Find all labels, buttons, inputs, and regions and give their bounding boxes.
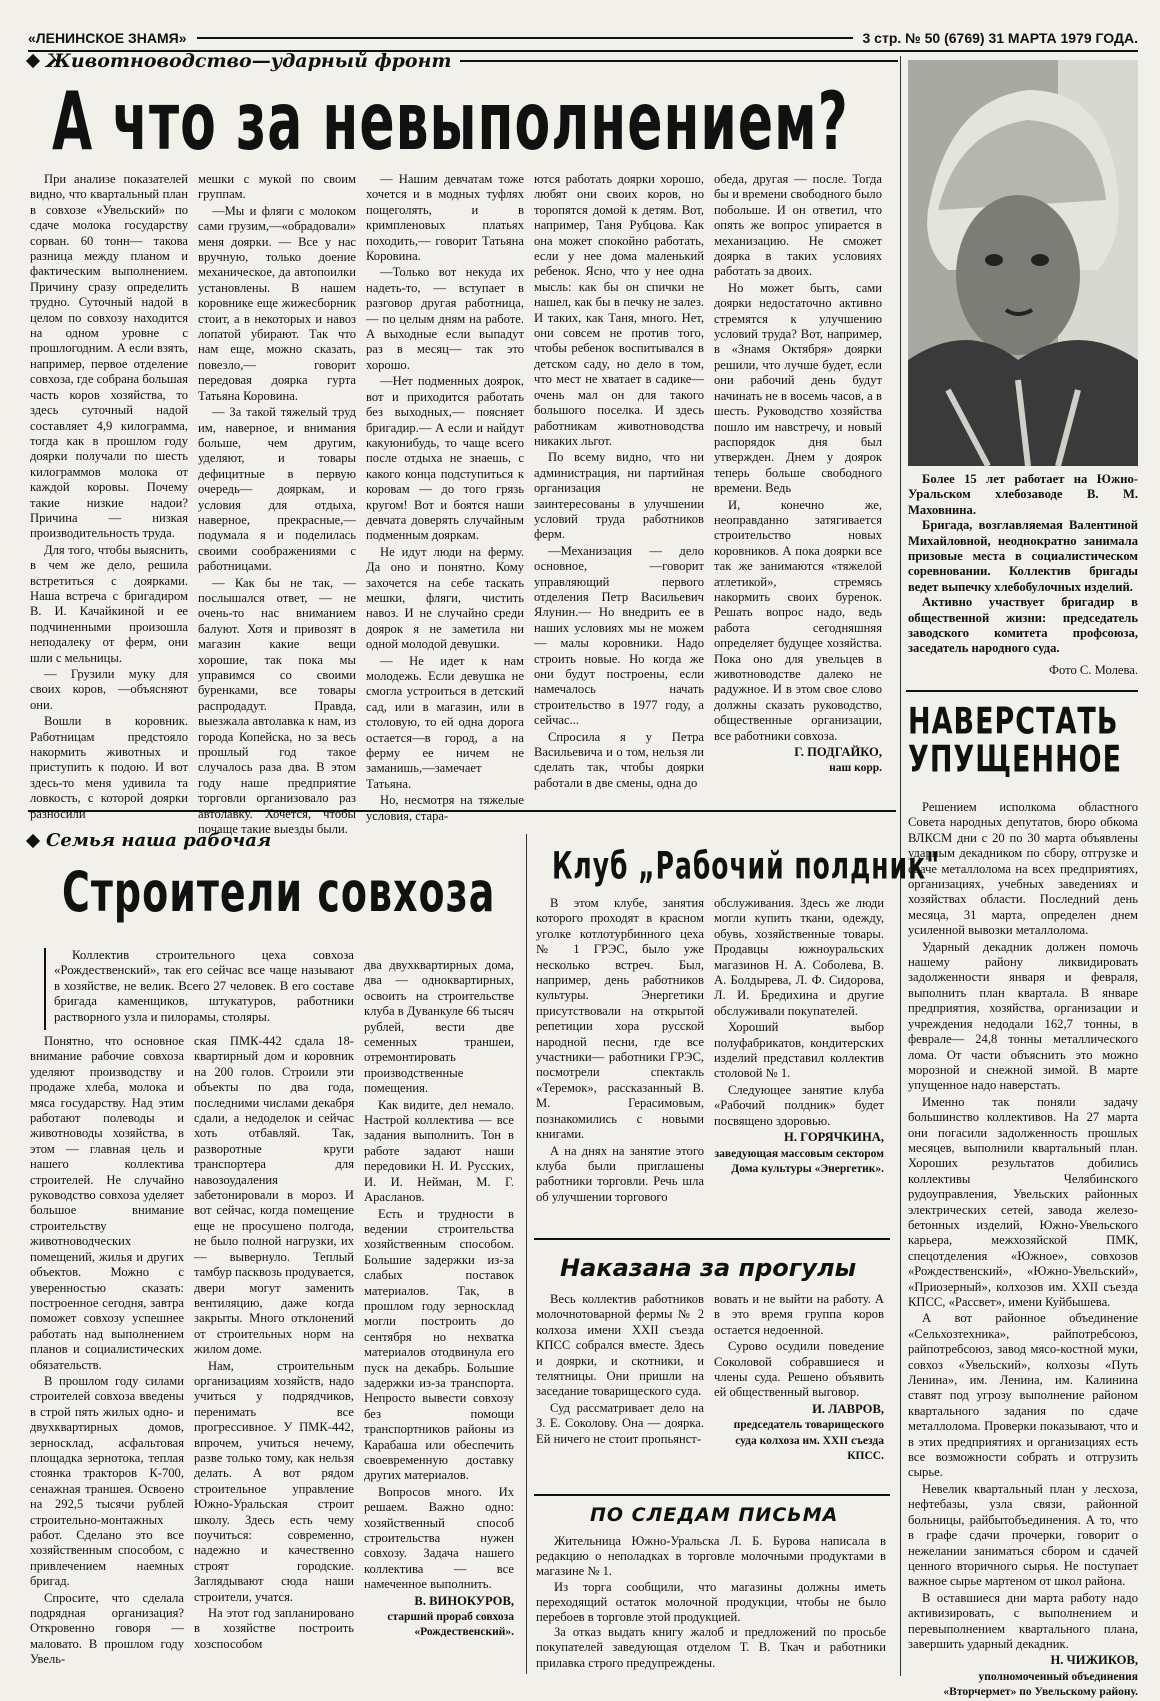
paragraph: — Не идет к нам молодежь. Если девушка не смогла устроиться в детский сад, или в магазин, или в столовую, то ей одна дорога остается—в город, а на ферму ее ничем не заманишь,—замечает Татьяна. [366,653,524,791]
paragraph: Понятно, что основное внимание рабочие совхоза уделяют производству и продаже хлеба, молока и мяса государству. Над этим работают полеводы и животноводы хозяйства, в этом — главная цель и нашего коллектива строителей. Не случайно руководство совхоза уделяет большое внимание строительству животноводческих помещений, жилья и других объектов. Можно с уверенностью сказать: построенное сегодня, завтра поможет совхозу успешнее работать над выполнением планов и социалистических обязательств. [30,1034,184,1372]
article2-body [908,800,1138,1699]
article3-col3 [364,958,514,1674]
article1-col3 [366,172,524,823]
paragraph: Решением исполкома областного Совета народных депутатов, бюро обкома ВЛКСМ дни с 20 по 30 марта объявлены ударным декадником по сбору, отгрузке и сдаче металлолома на всех предприятиях, организациях, учебных заведениях и хозяйствах области. Последний день месяца, 31 марта, определен днем усиленной вывозки металлолома. [908,800,1138,938]
signature-role: уполномоченный объединения «Вторчермет» по Увельскому району. [943,1670,1138,1699]
article1-col4 [534,172,704,804]
paragraph: Не идут люди на ферму. Да оно и понятно. Кому захочется на себе таскать мешки, фляги, чистить навоз. И не случайно среди доярок я не заметила ни одной молодой девушки. [366,544,524,652]
signature: Н. ГОРЯЧКИНА, [784,1130,884,1145]
issue-info: 3 стр. № 50 (6769) 31 МАРТА 1979 ГОДА. [862,30,1138,46]
paragraph: В оставшиеся дни марта работу надо активизировать, с выполнением и перевыполнением квартального плана, завершить ударный декадник. [908,1590,1138,1651]
paragraph: Следующее занятие клуба «Рабочий полдник» будет посвящено здоровью. [714,1082,884,1128]
paragraph: Сурово осудили поведение Соколовой собравшиеся и члены суда. Решено объявить ей общественный выговор. [714,1339,884,1400]
article5-col1 [536,1292,704,1488]
signature: В. ВИНОКУРОВ, [414,1593,514,1608]
paragraph: — Нашим девчатам тоже хочется и в модных туфлях пощеголять, и в кримпленовых платьях походить,— говорит Татьяна Коровина. [366,172,524,264]
masthead-rule [197,37,853,39]
paragraph: — За такой тяжелый труд им, наверное, и внимания больше, чем другим, уделяют, и товары дефицитные в первую очередь— дояркам, и условия для отдыха, наверное, прекрасные,— подумала я и поделилась своими соображениями с работницами. [198,405,356,574]
rubric-text: Животноводство—ударный фронт [46,50,452,72]
paragraph: ются работать доярки хорошо, любят они своих коров, но торопятся домой к детям. Вот, например, Таня Рубцова. Как она может спокойно работать, если у нее дома маленький ребенок. Ясно, что у нее одна мысль: как бы он спички не нашел, как бы в печку не залез. И таких, как Таня, много. Нет, они совсем не против того, чтобы ребенок воспитывался в детском саду, но дело в том, что мест не хватает в садике— очень мал он для такого большого поселка. И здесь работникам животноводства никаких льгот. [534,172,704,448]
paper-name: «ЛЕНИНСКОЕ ЗНАМЯ» [28,30,187,46]
article5-col2 [714,1292,884,1488]
paragraph: Но может быть, сами доярки недостаточно активно стремятся к улучшению условий труда? Вот, например, в «Знамя Октября» доярки решили, что лучше будет, если они рабочий день будут начинать не в восемь часов, а в шесть. Руководство хозяйства пошло им навстречу, и новый распорядок дня был утвержден. Днем у доярок теперь больше свободного времени. Ведь [714,280,882,496]
article3-col2 [194,1034,354,1674]
paragraph: Спросила я у Петра Васильевича и о том, нельзя ли сделать так, чтобы доярки работали в две смены, одна до [534,729,704,790]
divider [28,810,896,812]
signature-role: старший прораб совхоза «Рождественский». [387,1611,514,1639]
paragraph: А на днях на занятие этого клуба были приглашены работники торговли. Речь шла об улучшении торгового [536,1143,704,1204]
portrait-photo [908,60,1138,466]
paragraph: —Только вот некуда их надеть-то, — вступает в разговор другая работница, — по целым дням на работе. А выходные если выпадут раз в месяц— так это хорошо. [366,265,524,372]
paragraph: Из торга сообщили, что магазины должны иметь переходящий остаток молочной продукции, чтобы не было перебоев в торговле этой продукцией. [536,1579,886,1625]
paragraph: Вопросов много. Их решаем. Важно одно: хозяйственный способ строительства нужен совхозу. Задача нашего коллектива — все намеченное выполнить. [364,1484,514,1592]
article3-title: Строители совхоза [62,860,496,924]
signature: Г. ПОДГАЙКО, [794,745,882,760]
photo-credit: Фото С. Молева. [1049,662,1138,677]
paragraph: обеда, другая — после. Тогда бы и времени свободного было побольше. И он ответил, что опять же вопрос упирается в механизацию. Не сможет доярка в таких условиях работать за двоих. [714,172,882,279]
article1-col1 [30,172,188,821]
article3-intro [44,948,354,1030]
paragraph: По всему видно, что ни администрация, ни партийная организация не заинтересованы в улучшении условий труда работников ферм. [534,450,704,542]
paragraph: Весь коллектив работников молочнотоварной фермы № 2 колхоза имени XXII съезда КПСС собрался вместе. Здесь и доярки, и скотники, и телятницы. Они пришли на заседание товарищеского суда. [536,1292,704,1399]
paragraph: Есть и трудности в ведении строительства хозяйственным способом. Большие задержки из-за слабых поставок материалов. Так, в прошлом году зерносклад могли построить до сентября но нехватка материалов отодвинула его пуск на декабрь. Большие задержки из-за транспорта. Непросто вывести совхозу без помощи транспортников районы из Карабаша или обеспечить своевременную доставку других материалов. [364,1206,514,1483]
rubric-line [460,60,898,62]
signature-role: наш корр. [829,762,882,775]
paragraph: В этом клубе, занятия которого проходят в красном уголке котлотурбинного цеха № 1 ГРЭС, было уже несколько встреч. Был, например, день работников культуры. Энергетики присутствовали на открытой репетиции хора русской народной песни, где все участники— работники ГРЭС, посмотрели спектакль «Теремок», рассказанный В. М. Герасимовым, познакомились с новыми книгами. [536,896,704,1142]
article4-col1 [536,896,704,1226]
signature-role: председатель товарищеского суда колхоза им. XXII съезда КПСС. [733,1419,884,1463]
paragraph: —Нет подменных доярок, вот и приходится работать без выходных,— поясняет бригадир.— А если и найдут какуюнибудь, то чаще всего после отдыха не знаешь, с какого конца подступиться к коровам — до того грязь кругом! Вот и боятся наши девчата доверять случайным подменным дояркам. [366,374,524,543]
paragraph: ская ПМК-442 сдала 18-квартирный дом и коровник на 200 голов. Строили эти объекты по два года, последними числами декабря сдали, а недоделок и сейчас хоть отбавляй. Так, разворотные круги транспортера для навозоудаления забетонировали в мороз. И вот сейчас, когда помещение еще не просушено полгода, не было полной нагрузки, их — вывернуло. Теплый тамбур пасквозь продувается, двери могут заменить вентиляцию, даже когда закрыты. Много отклонений от строительных норм на жилом доме. [194,1034,354,1357]
photo-caption [908,472,1138,678]
paragraph: Жительница Южно-Уральска Л. Б. Бурова написала в редакцию о неполадках в торговле молочными продуктами в магазине № 1. [536,1534,886,1579]
paragraph: Хороший выбор полуфабрикатов, кондитерских изделий представил коллектив столовой № 1. [714,1020,884,1081]
caption-paragraph: Более 15 лет работает на Южно-Уральском хлебозаводе В. М. Маховнина. [908,472,1138,517]
rubric-family [28,830,518,851]
paragraph: Для того, чтобы выяснить, в чем же дело, решила встретиться с доярками. Наша встреча с бригадиром В. И. Качайкиной и ее подчиненными произошла неподалеку от ферм, они шли с мельницы. [30,542,188,665]
divider [906,690,1138,692]
paragraph: Как видите, дел немало. Настрой коллектива — все задания выполнить. Тон в работе задают наши передовики Н. И. Русских, И. И. Нейман, М. Г. Арасланов. [364,1097,514,1205]
article1-col5 [714,172,882,804]
paragraph: Спросите, что сделала подрядная организация? Откровенно говоря — маловато. В прошлом году Увель- [30,1590,184,1667]
paragraph: А вот районное объединение «Сельхозтехника», райпотребсоюз, райпотребсоюз, завод мясо-костной муки, совхоз «Увельский», колхозы «Путь Ленина», им. Ленина, им. Калинина ставят под угрозу выполнение районом квартального задания по сдаче металлолома. Проверки показывают, что и в этих предприятиях и организациях есть все возможности собрать и отгрузить сырье. [908,1311,1138,1480]
caption-paragraph: Бригада, возглавляемая Валентиной Михайловной, неоднократно занимала призовые места в социалистическом соревновании. Коллектив бригады ведет выпечку хлебобулочных изделий. [908,518,1138,594]
intro-text: Коллектив строительного цеха совхоза «Рождественский», так его сейчас все чаще называют в хозяйстве, не велик. Всего 27 человек. В его составе бригада каменщиков, штукатуров, работники растворного узла и пилорамы, столяры. [54,948,354,1024]
article1-title: А что за невыполнением? [52,76,849,169]
paragraph: В прошлом году силами строителей совхоза введены в строй пять жилых одно- и двухквартирных домов, зерносклад, асфальтовая площадка зернотока, теплая стоянка тракторов К-700, сенажная траншея. Освоено на 292,5 тысячи рублей строительно-монтажных работ. Сделано это все хозяйственным способом, с привлечением наемных бригад. [30,1373,184,1589]
signature: И. ЛАВРОВ, [812,1401,884,1416]
woman-portrait-icon [908,60,1138,466]
rubric-livestock [28,50,898,72]
paragraph: два двухквартирных дома, два — одноквартирных, освоить на строительстве клуба в Дуванкуле 66 тысяч рублей, вести две семенных траншеи, отремонтировать производственные помещения. [364,958,514,1096]
article4-col2 [714,896,884,1226]
article2-title: НАВЕРСТАТЬ УПУЩЕННОЕ [908,701,1123,781]
divider [534,1238,890,1240]
signature-role: заведующая массовым сектором Дома культуры «Энергетик». [714,1147,884,1175]
paragraph: На этот год запланировано в хозяйстве построить хозспособом [194,1606,354,1651]
masthead [28,26,1138,52]
paragraph: При анализе показателей видно, что квартальный план в совхозе «Увельский» по сдаче молока государству сорван. 60 тонн— такова разница между планом и фактическим выполнением. Причину сразу определить трудно. Суточный надой в целом по совхозу находится на одном уровне с прошлогодним. А если взять, например, первое отделение совхоза, где собрана большая часть коров хозяйства, то здесь суточный надой составляет 4,9 килограмма, тогда как в прошлом году доярки получали по шесть килограммов молока от каждой коровы. Почему такие низкие надои? Причина — низкая производительность труда. [30,172,188,541]
article4-title: Клуб „Рабочий полдник" [552,844,941,888]
article6-title: ПО СЛЕДАМ ПИСЬМА [590,1504,839,1526]
paragraph: Невелик квартальный план у лесхоза, нефтебазы, узла связи, районной больницы, райбытобъединения. А то, что в графе сдачи прочерки, говорит о нежелании заниматься сбором и сдачей ценного вторичного сырья. Не поступает важное сырье мартеном от школ района. [908,1481,1138,1589]
diamond-icon [26,54,40,68]
article6-body [536,1534,886,1676]
divider [534,1494,890,1496]
paragraph: За отказ выдать книгу жалоб и предложений по просьбе покупателей заведующая отделом Т. В. Ткач и работники прилавка строго предупреждены. [536,1625,886,1670]
article3-col1 [30,1034,184,1674]
paragraph: Суд рассматривает дело на З. Е. Соколову. Она — доярка. Ей ничего не стоит пропьянст- [536,1400,704,1446]
diamond-icon [26,833,40,847]
paragraph: Вошли в коровник. Работницам предстояло накормить животных и приступить к подою. И вот здесь-то меня удивила та ловкость, с которой доярки разносили [30,714,188,821]
paragraph: мешки с мукой по своим группам. [198,172,356,202]
paragraph: Ударный декадник должен помочь нашему району ликвидировать задолженности января и февраля, выполнить план квартала. В январе предприятия, хозяйства, организации и учреждения недодали 162,7 тонны, в феврале— 24,8 тонны металлического лома. От части объяснить это можно морозной и снежной зимой. В марте упущенное надо наверстать. [908,939,1138,1093]
paragraph: Именно так поняли задачу большинство коллективов. На 27 марта они погасили задолженность прошлых месяцев, выполнили квартальный план. Хороших результатов добились коллективы Челябинского рудоуправления, Увельских районных электрических сетей, завода железо-бетонных изделий, Южно-Увельского карьера, межхозяйской ПМК, спецотделения «Южное», совхозов «Рождественский», «Южно-Увельский», «Приозерный», колхозов им. XXII съезда КПСС, «Рассвет», имени Куйбышева. [908,1094,1138,1309]
caption-paragraph: Активно участвует бригадир в общественной жизни: председатель заводского комитета профсоюза, заседатель народного суда. [908,595,1138,656]
article1-col2 [198,172,356,837]
paragraph: — Как бы не так, — послышался ответ, — не очень-то нас вниманием балуют. Хотя и привозят в магазин какие вещи хорошие, так пока мы управимся со своими буренками, все товары распродадут. Правда, выезжала автолавка к нам, из города Копейска, но за весь прошлый год такое случалось раза два. В этом году наше предприятие торговли организовало раз автолавку. Хочется, чтобы почаще такие выезды были. [198,575,356,837]
column-divider [526,834,527,1674]
paragraph: И, конечно же, неоправданно затягивается строительство новых коровников. А пока доярки все так же занимаются «тяжелой атлетикой», стремясь накормить своих буренок. Решать вопрос надо, ведь работа сегодняшняя определяет будущее хозяйства. Пока оно для увельцев в животноводстве далеко не радужное. И в этом свое слово должны сказать руководство, общественные организации, все работники совхоза. [714,497,882,743]
article5-title: Наказана за прогулы [560,1254,857,1282]
paragraph: вовать и не выйти на работу. А в это время группа коров остается недоенной. [714,1292,884,1337]
paragraph: —Механизация — дело основное, —говорит управляющий первого отделения Петр Васильевич Ялунин.— Но внедрить ее в наших условиях мы не можем — малы коровники. Надо строить новые. Но когда же они будут построены, если намечалось начать строительство в 1977 году, а сейчас... [534,543,704,728]
paragraph: обслуживания. Здесь же люди могли купить ткани, одежду, обувь, хозяйственные товары. Продавцы южноуральских магазинов Н. А. Соболева, В. А. Болдырева, Л. Ф. Сидорова, Л. И. Бредихина и другие обслуживали покупателей. [714,896,884,1018]
rubric-text: Семья наша рабочая [46,830,272,851]
paragraph: Но, несмотря на тяжелые условия, стара- [366,793,524,823]
paragraph: —Мы и фляги с молоком сами грузим,—«обрадовали» меня доярки. — Все у нас вручную, только доение механическое, да автопоилки установлены. В нашем коровнике еще жижесборник стоит, а в некоторых и навоз лопатой убирают. Так что нам еще, можно сказать, повезло,— говорит передовая доярка гурта Татьяна Коровина. [198,203,356,403]
paragraph: Нам, строительным организациям хозяйств, надо учиться у подрядчиков, перенимать все прогрессивное. У ПМК-442, впрочем, учиться нечему, разве только тому, как нельзя делать. А вот рядом строительное управление Южно-Уральская строит школу. Здесь есть чему поучиться: современно, надежно и качественно строят городские. Заглядывают сюда наши строители, учатся. [194,1358,354,1604]
paragraph: — Грузили муку для своих коров, —объясняют они. [30,667,188,712]
signature: Н. ЧИЖИКОВ, [1050,1653,1138,1668]
